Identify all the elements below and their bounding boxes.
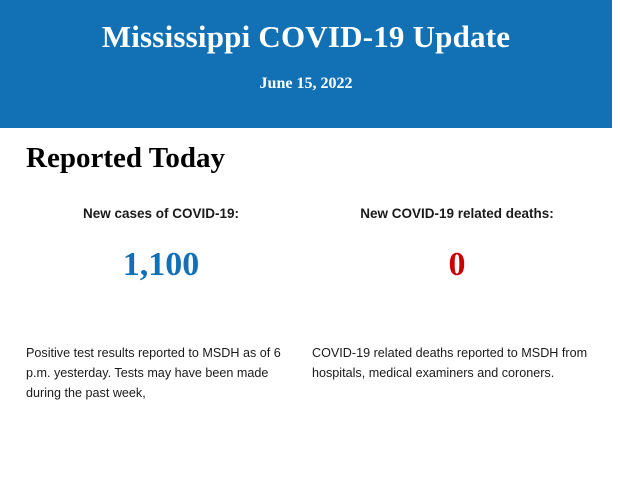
page-title: Mississippi COVID-19 Update [101,19,511,54]
header-banner [0,0,612,128]
stat-note-new-cases: Positive test results reported to MSDH as of 6 p.m. yesterday. Tests may have been made during the past week, [26,346,281,400]
report-date: June 15, 2022 [259,75,353,92]
stat-label-new-deaths: New COVID-19 related deaths: [360,206,554,221]
stat-value-new-cases: 1,100 [122,246,200,283]
stat-label-new-cases: New cases of COVID-19: [82,206,240,221]
stats-row [0,205,620,403]
stat-value-new-deaths: 0 [448,246,466,283]
stat-new-deaths [306,205,620,403]
stat-new-cases [0,205,306,403]
stat-note-new-deaths: COVID-19 related deaths reported to MSDH from hospitals, medical examiners and coroners. [312,346,588,380]
section-heading-reported-today: Reported Today [26,142,226,174]
